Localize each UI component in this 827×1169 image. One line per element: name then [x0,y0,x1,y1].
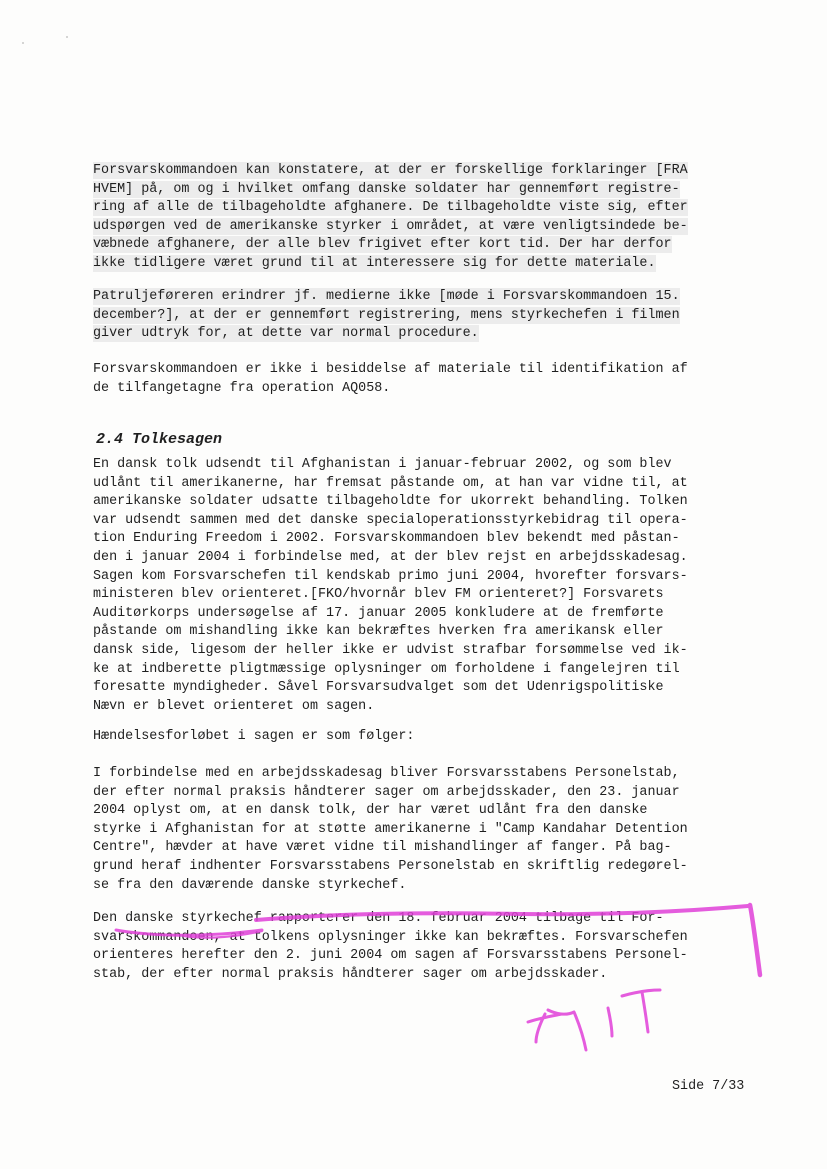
text-line: udlånt til amerikanerne, har fremsat påstande om, at han var vidne til, at [93,475,688,491]
text-line: var udsendt sammen med det danske specialoperationsstyrkebidrag til opera- [93,512,688,528]
text-line: grund heraf indhenter Forsvarsstabens Personelstab en skriftlig redegørel- [93,858,688,874]
text-line: HVEM] på, om og i hvilket omfang danske soldater har gennemført registre- [93,181,680,197]
text-line: udspørgen ved de amerikanske styrker i området, at være venligtsindede be- [93,218,688,234]
text-line: ministeren blev orienteret.[FKO/hvornår blev FM orienteret?] Forsvarets [93,587,664,603]
paragraph-course-of-events-intro [93,728,757,747]
text-line: ke at indberette pligtmæssige oplysninger om forholdene i fangelejren til [93,661,680,677]
scan-speck [22,42,24,44]
text-line: svarskommandoen, at tolkens oplysninger ikke kan bekræftes. Forsvarschefen [93,929,688,945]
text-line: påstande om mishandling ikke kan bekræftes hverken fra amerikansk eller [93,624,664,640]
text-line: orienteres herefter den 2. juni 2004 om sagen af Forsvarsstabens Personel- [93,948,688,964]
text-line: I forbindelse med en arbejdsskadesag bliver Forsvarsstabens Personelstab, [93,766,680,781]
paragraph-commander-report [93,910,757,984]
text-line: den i januar 2004 i forbindelse med, at der blev rejst en arbejdsskadesag. [93,549,688,565]
text-line: tion Enduring Freedom i 2002. Forsvarskommandoen blev bekendt med påstan- [93,531,680,547]
text-line: Nævn er blevet orienteret om sagen. [93,698,375,714]
text-line: se fra den daværende danske styrkechef. [93,877,407,893]
text-line: Auditørkorps undersøgelse af 17. januar 2005 konkludere at de fremførte [93,605,664,621]
text-line: Centre", hævder at have været vidne til mishandlinger af fanger. På bag- [93,840,672,856]
text-line: Hændelsesforløbet i sagen er som følger: [93,729,415,744]
page-number: Side 7/33 [672,1079,745,1094]
scan-speck [66,36,68,38]
text-line: amerikanske soldater udsatte tilbageholdte for ukorrekt behandling. Tolken [93,494,688,510]
text-line: foresatte myndigheder. Såvel Forsvarsudvalget som det Udenrigspolitiske [93,680,664,696]
text-line: Forsvarskommandoen kan konstatere, at der er forskellige forklaringer [FRA [93,163,688,178]
text-line: ring af alle de tilbageholdte afghanere. De tilbageholdte viste sig, efter [93,200,688,216]
paragraph-patrol-leader [93,288,757,344]
paragraph-registration-explanations [93,162,757,274]
text-line: Sagen kom Forsvarschefen til kendskab primo juni 2004, hvorefter forsvars- [93,568,688,584]
text-line: Patruljeføreren erindrer jf. medierne ikke [møde i Forsvarskommandoen 15. [93,289,680,304]
paragraph-identification-material [93,361,757,398]
text-line: 2004 oplyst om, at en dansk tolk, der har været udlånt fra den danske [93,803,648,819]
section-heading: 2.4 Tolkesagen [96,431,223,448]
text-line: væbnede afghanere, der alle blev frigivet efter kort tid. Der har derfor [93,237,672,253]
text-line: giver udtryk for, at dette var normal procedure. [93,326,479,342]
pen-initials [528,990,660,1050]
text-line: stab, der efter normal praksis håndterer sager om arbejdsskader. [93,966,608,982]
text-line: styrke i Afghanistan for at støtte amerikanerne i "Camp Kandahar Detention [93,821,688,837]
text-line: Forsvarskommandoen er ikke i besiddelse af materiale til identifikation af [93,362,688,377]
text-line: dansk side, ligesom der heller ikke er udvist strafbar forsømmelse ved ik- [93,642,688,658]
text-line: der efter normal praksis håndterer sager om arbejdsskader, den 23. januar [93,784,680,800]
paragraph-interpreter-case [93,456,757,716]
text-line: En dansk tolk udsendt til Afghanistan i januar-februar 2002, og som blev [93,457,672,472]
paragraph-work-injury-case [93,765,757,895]
text-line: Den danske styrkechef rapporterer den 18. februar 2004 tilbage til For- [93,911,664,926]
text-line: ikke tidligere været grund til at interessere sig for dette materiale. [93,255,656,271]
text-line: december?], at der er gennemført registrering, mens styrkechefen i filmen [93,307,680,323]
text-line: de tilfangetagne fra operation AQ058. [93,380,391,396]
